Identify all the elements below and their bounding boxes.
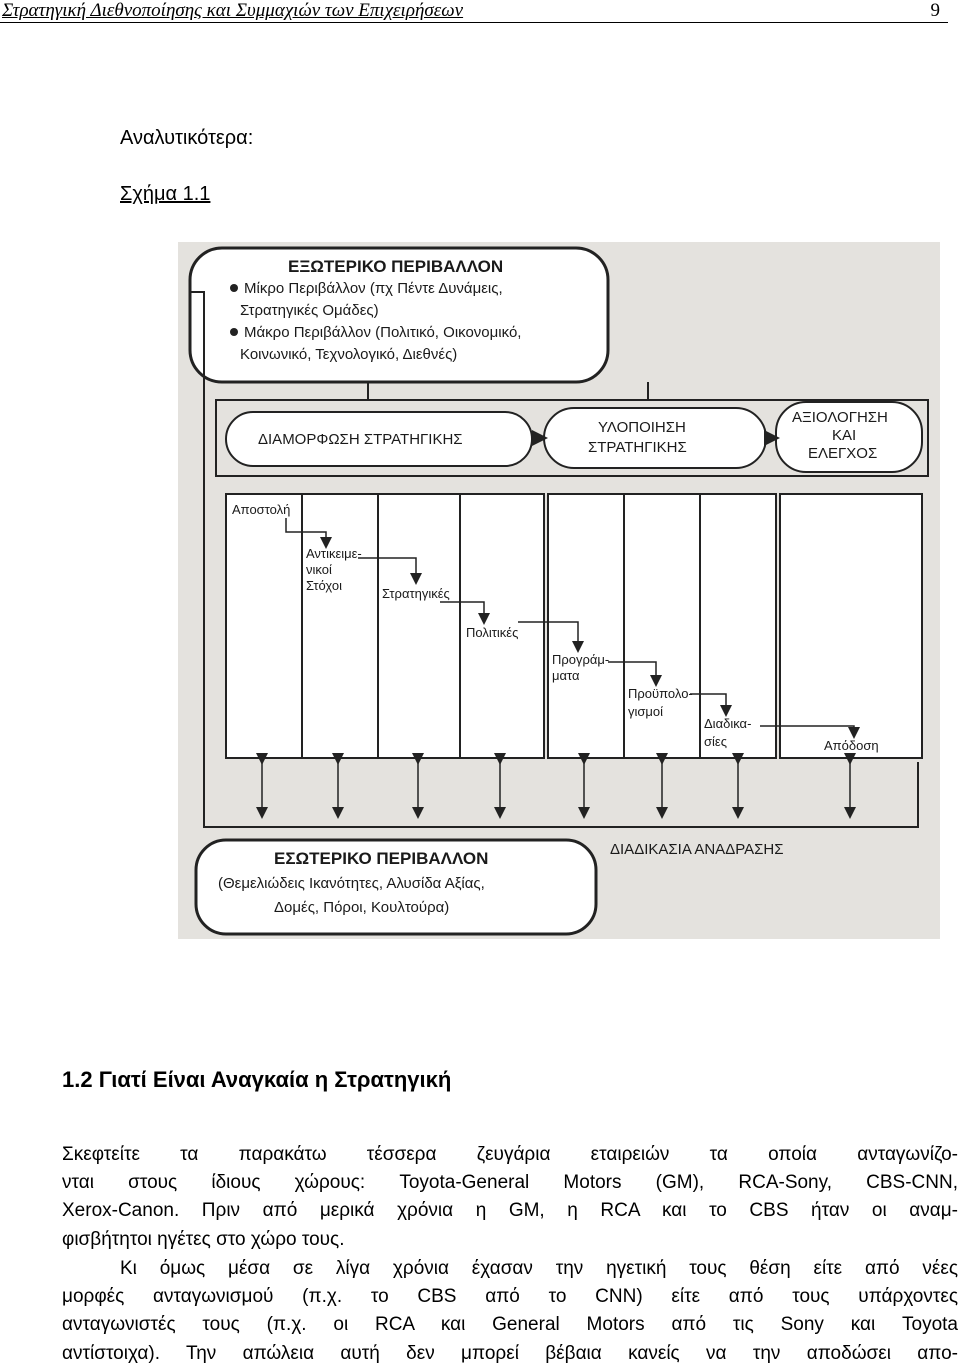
external-title: ΕΞΩΤΕΡΙΚΟ ΠΕΡΙΒΑΛΛΟΝ <box>288 257 504 276</box>
external-bullet1-line1: Μίκρο Περιβάλλον (πχ Πέντε Δυνάμεις, <box>244 280 503 297</box>
paragraph-1 <box>62 1141 958 1254</box>
figure-label: Σχήμα 1.1 <box>120 183 211 205</box>
external-bullet1-line2: Στρατηγικές Ομάδες) <box>240 302 379 319</box>
step-budgets-line2: γισμοί <box>628 704 664 719</box>
internal-line2: Δομές, Πόροι, Κουλτούρα) <box>274 899 450 916</box>
step-policies: Πολιτικές <box>466 625 519 640</box>
evaluation-line1: ΑΞΙΟΛΟΓΗΣΗ <box>792 409 888 426</box>
bullet-icon <box>230 328 238 336</box>
strategy-diagram <box>178 242 940 939</box>
step-performance: Απόδοση <box>824 738 879 753</box>
strategy-diagram-figure <box>178 242 940 939</box>
section-title: 1.2 Γιατί Είναι Αναγκαία η Στρατηγική <box>62 1067 452 1092</box>
feedback-label: ΔΙΑΔΙΚΑΣΙΑ ΑΝΑΔΡΑΣΗΣ <box>610 841 784 858</box>
implementation-line1: ΥΛΟΠΟΙΗΣΗ <box>598 419 686 436</box>
page-number: 9 <box>930 0 940 21</box>
step-objectives-line2: νικοί <box>306 562 332 577</box>
step-objectives-line1: Αντικειμε- <box>306 546 362 561</box>
paragraph-line: νται στους ίδιους χώρους: Toyota-General Motors (GM), RCA-Sony, CBS-CNN, <box>62 1172 958 1194</box>
intro-text: Αναλυτικότερα: <box>120 127 254 149</box>
external-bullet2-line1: Μάκρο Περιβάλλον (Πολιτικό, Οικονομικό, <box>244 324 522 341</box>
header-title: Στρατηγική Διεθνοποίησης και Συμμαχιών των Επιχειρήσεων <box>2 0 464 21</box>
step-procedures-line2: σίες <box>704 734 727 749</box>
paragraph-line: Xerox-Canon. Πριν από μερικά χρόνια η GM, η RCA και το CBS ήταν οι αναμ- <box>62 1200 958 1222</box>
internal-title: ΕΣΩΤΕΡΙΚΟ ΠΕΡΙΒΑΛΛΟΝ <box>274 849 489 868</box>
external-bullet2-line2: Κοινωνικό, Τεχνολογικό, Διεθνές) <box>240 346 458 363</box>
paragraph-line: Κι όμως μέσα σε λίγα χρόνια έχασαν την ηγετική τους θέση είτε από νέες <box>120 1258 958 1279</box>
paragraph-line: φισβήτητοι ηγέτες στο χώρο τους. <box>62 1228 345 1250</box>
step-programs-line1: Προγράμ- <box>552 652 610 667</box>
step-objectives-line3: Στόχοι <box>306 578 343 593</box>
paragraph-2 <box>62 1255 958 1368</box>
formulation-label: ΔΙΑΜΟΡΦΩΣΗ ΣΤΡΑΤΗΓΙΚΗΣ <box>258 431 463 448</box>
paragraph-line: αντίστοιχα). Την απώλεια αυτή δεν μπορεί βέβαια κανείς να την αποδώσει απο- <box>62 1342 958 1364</box>
implementation-line2: ΣΤΡΑΤΗΓΙΚΗΣ <box>588 439 687 456</box>
paragraph-line: Σκεφτείτε τα παρακάτω τέσσερα ζευγάρια εταιρειών τα οποία ανταγωνίζο- <box>62 1144 958 1165</box>
internal-line1: (Θεμελιώδεις Ικανότητες, Αλυσίδα Αξίας, <box>218 875 485 892</box>
step-budgets-line1: Προϋπολο- <box>628 686 693 701</box>
step-strategies: Στρατηγικές <box>382 586 450 601</box>
step-mission: Αποστολή <box>232 502 291 517</box>
step-programs-line2: ματα <box>552 668 580 683</box>
paragraph-line: ανταγωνιστές τους (π.χ. οι RCA και General Motors από τις Sony και Toyota <box>62 1314 958 1336</box>
step-procedures-line1: Διαδικα- <box>704 716 752 731</box>
page-header <box>0 0 948 23</box>
bullet-icon <box>230 284 238 292</box>
evaluation-line2: ΚΑΙ <box>832 427 857 444</box>
evaluation-column <box>780 494 922 758</box>
implementation-oval <box>544 408 766 468</box>
paragraph-line: μορφές ανταγωνισμού (π.χ. το CBS από το CNN) είτε από τους υπάρχοντες <box>62 1286 958 1308</box>
evaluation-line3: ΕΛΕΓΧΟΣ <box>808 445 878 462</box>
feedback-arrows <box>262 762 850 816</box>
